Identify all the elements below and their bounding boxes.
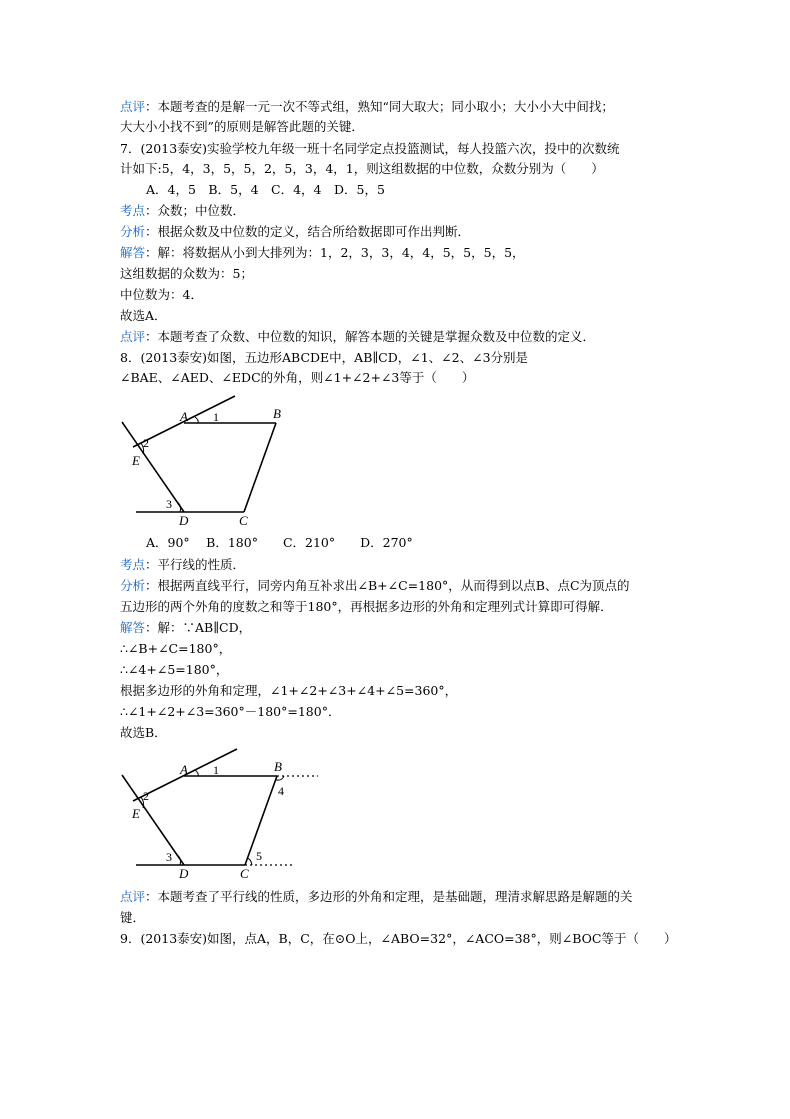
label-angle-2: 2: [143, 436, 149, 450]
q8-stem-line2: ∠BAE、∠AED、∠EDC的外角，则∠1+∠2+∠3等于（ ）: [120, 370, 475, 385]
q7-jieda-line2: 这组数据的众数为：5；: [120, 266, 253, 281]
label-b: B: [274, 759, 282, 774]
q8-review-line2: 键．: [120, 910, 146, 925]
q7-jieda-line3: 中位数为：4．: [120, 287, 203, 302]
label-e: E: [132, 806, 140, 821]
q8-fenxi-line2: 五边形的两个外角的度数之和等于180°，再根据多边形的外角和定理列式计算即可得解．: [120, 599, 613, 614]
q6-review-line1: 点评：本题考查的是解一元一次不等式组，熟知“同大取大；同小取小；大小小大中间找；: [120, 99, 614, 114]
q9-stem: 9．(2013泰安)如图，点A，B，C，在⊙O上，∠ABO=32°，∠ACO=38°，则∠BOC等于（ ）: [120, 931, 677, 946]
q6-review-line2: 大大小小找不到”的原则是解答此题的关键．: [120, 119, 364, 134]
label-angle-1: 1: [213, 763, 219, 777]
label-b: B: [273, 406, 281, 421]
label-angle-3: 3: [166, 850, 172, 864]
angle-arc-1: [195, 770, 198, 776]
q8-jieda-line5: ∴∠1+∠2+∠3=360°－180°=180°．: [120, 704, 341, 719]
label-c: C: [239, 513, 248, 528]
q7-stem-line1: 7．(2013泰安)实验学校九年级一班十名同学定点投篮测试，每人投篮六次，投中的次数统: [120, 141, 620, 156]
label-angle-5: 5: [256, 849, 262, 863]
q7-fenxi: 分析：根据众数及中位数的定义，结合所给数据即可作出判断．: [120, 224, 471, 239]
label-angle-1: 1: [213, 410, 219, 424]
q8-review-line1: 点评：本题考查了平行线的性质，多边形的外角和定理，是基础题，理清求解思路是解题的关: [120, 889, 633, 904]
q8-jieda-line1: 解答：解：∵AB∥CD，: [120, 620, 252, 635]
q7-jieda-line4: 故选A．: [120, 308, 167, 323]
q8-jieda-line2: ∴∠B+∠C=180°，: [120, 641, 232, 656]
label-angle-3: 3: [166, 497, 172, 511]
q8-stem-line1: 8．(2013泰安)如图，五边形ABCDE中，AB∥CD，∠1、∠2、∠3分别是: [120, 350, 529, 365]
q7-review: 点评：本题考查了众数、中位数的知识，解答本题的关键是掌握众数及中位数的定义．: [120, 329, 596, 344]
q7-jieda-line1: 解答：解：将数据从小到大排列为：1，2，3，3，4，4，5，5，5，5，: [120, 245, 525, 260]
q7-kaodian: 考点：众数；中位数．: [120, 203, 246, 218]
label-d: D: [179, 866, 189, 881]
label-a: A: [180, 409, 188, 424]
edge-bc: [244, 423, 276, 512]
q8-options: A．90° B．180° C．210° D．270°: [146, 535, 413, 550]
q8-kaodian: 考点：平行线的性质．: [120, 557, 246, 572]
q8-fenxi-line1: 分析：根据两直线平行，同旁内角互补求出∠B+∠C=180°，从而得到以点B、点C为顶点的: [120, 578, 630, 593]
label-a: A: [180, 762, 188, 777]
pentagon-figure-question: [115, 392, 315, 532]
q8-jieda-line4: 根据多边形的外角和定理，∠1+∠2+∠3+∠4+∠5=360°，: [120, 683, 458, 698]
q8-jieda-line6: 故选B．: [120, 725, 167, 740]
q8-jieda-line3: ∴∠4+∠5=180°，: [120, 662, 229, 677]
review-tag: 点评: [120, 99, 146, 114]
pentagon-figure-solution: [115, 745, 315, 880]
label-angle-2: 2: [143, 789, 149, 803]
label-e: E: [132, 453, 140, 468]
q7-options: A．4，5 B．5，4 C．4，4 D．5，5: [146, 182, 385, 197]
label-d: D: [179, 513, 189, 528]
angle-arc-1: [195, 417, 198, 423]
q7-stem-line2: 计如下:5，4，3，5，5，2，5，3，4，1，则这组数据的中位数，众数分别为（ ）: [120, 161, 604, 176]
label-c: C: [240, 866, 249, 881]
label-angle-4: 4: [278, 784, 284, 798]
